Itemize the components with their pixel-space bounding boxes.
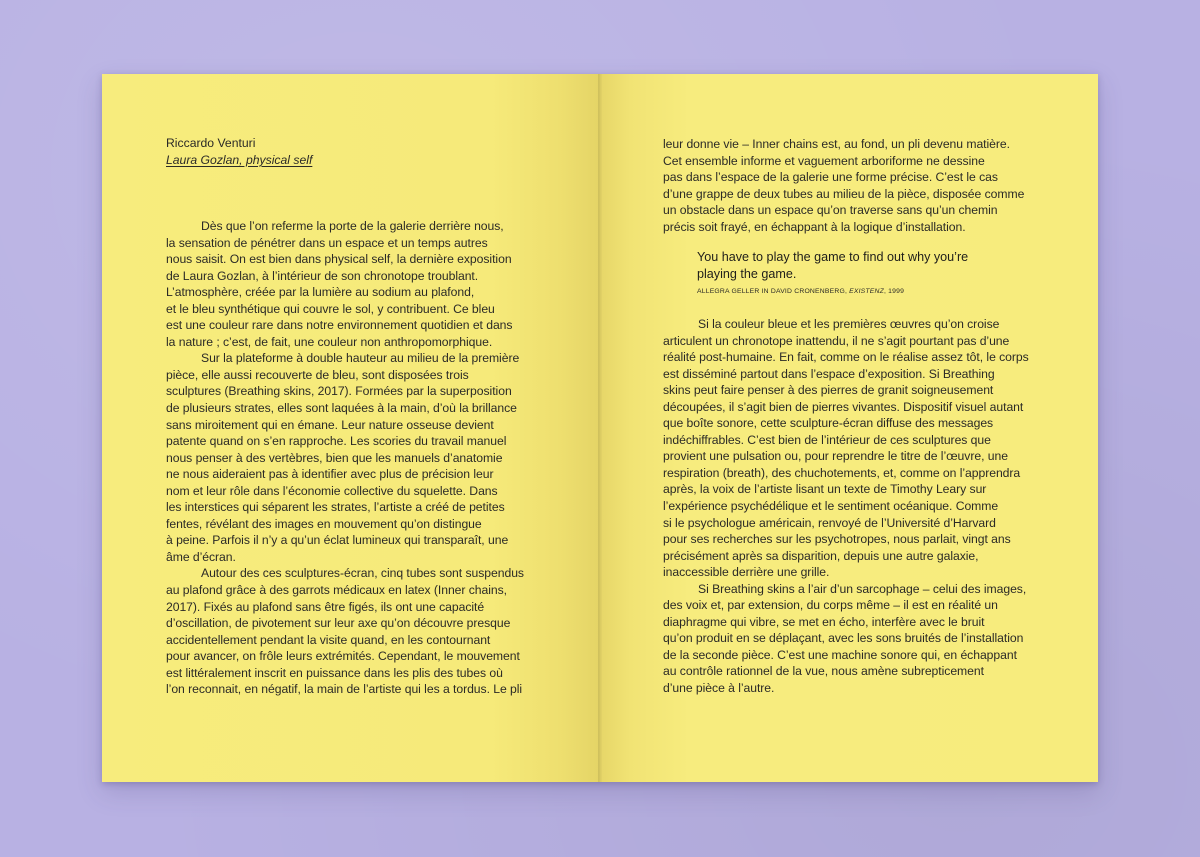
text-line: à peine. Parfois il n’y a qu’un éclat lumineux qui transparaît, une bbox=[166, 533, 509, 548]
text-line: un obstacle dans un espace qu’on traverse sans qu’un chemin bbox=[663, 203, 998, 218]
text-line: sculptures (Breathing skins, 2017). Formées par la superposition bbox=[166, 384, 512, 399]
text-line: de la seconde pièce. C’est une machine sonore qui, en échappant bbox=[663, 647, 1017, 662]
text-line: sans miroitement qui en émane. Leur nature osseuse devient bbox=[166, 417, 494, 432]
text-line: d’une grappe de deux tubes au milieu de la pièce, disposée comme bbox=[663, 186, 1025, 201]
text-line: au plafond grâce à des garrots médicaux en latex (Inner chains, bbox=[166, 583, 508, 598]
right-body-text bbox=[663, 316, 1063, 697]
text-line: pour avancer, on frôle leurs extrémités. Cependant, le mouvement bbox=[166, 649, 520, 664]
text-line: que boîte sonore, cette sculpture-écran diffuse des messages bbox=[663, 416, 994, 431]
text-line: précisément après sa disparition, depuis une autre galaxie, bbox=[663, 548, 979, 563]
text-line: respiration (breath), des chuchotements, et, comme on l’apprendra bbox=[663, 465, 1021, 480]
text-line: est littéralement inscrit en puissance dans les plis des tubes où bbox=[166, 665, 503, 680]
text-line: au contrôle rationnel de la vue, nous amène subrepticement bbox=[663, 664, 984, 679]
quote-line: playing the game. bbox=[697, 267, 797, 281]
text-line: de Laura Gozlan, à l’intérieur de son chronotope troublant. bbox=[166, 268, 479, 283]
text-line: Si la couleur bleue et les premières œuvres qu’on croise bbox=[698, 317, 1000, 331]
text-line: pour ses recherches sur les psychotropes, nous parlait, vingt ans bbox=[663, 532, 1011, 547]
right-top-text bbox=[663, 136, 1063, 235]
text-line: âme d’écran. bbox=[166, 549, 236, 564]
text-line: provient une pulsation ou, pour reprendre le titre de l’œuvre, une bbox=[663, 449, 1008, 464]
text-line: d’une pièce à l’autre. bbox=[663, 681, 775, 696]
article-header bbox=[166, 135, 312, 169]
quote-source-suffix: , 1999 bbox=[883, 288, 905, 295]
text-line: précis soit frayé, en échappant à la logique d’installation. bbox=[663, 219, 966, 234]
text-line: d’oscillation, de pivotement sur leur axe qu’on découvre presque bbox=[166, 616, 511, 631]
text-line: 2017). Fixés au plafond sans être figés, ils ont une capacité bbox=[166, 599, 485, 614]
text-line: et le bleu synthétique qui couvre le sol, y contribuent. Ce bleu bbox=[166, 301, 495, 316]
right-page bbox=[600, 74, 1098, 782]
text-line: nom et leur rôle dans l’économie collective du squelette. Dans bbox=[166, 483, 498, 498]
left-page bbox=[102, 74, 600, 782]
text-line: L’atmosphère, créée par la lumière au sodium au plafond, bbox=[166, 285, 475, 300]
text-line: la nature ; c’est, de fait, une couleur non anthropomorphique. bbox=[166, 334, 493, 349]
text-line: articulent un chronotope inattendu, il ne s’agit pourtant pas d’une bbox=[663, 333, 1010, 348]
text-line: patente quand on s’en rapproche. Les scories du travail manuel bbox=[166, 434, 507, 449]
quote-source-prefix: ALLEGRA GELLER IN DAVID CRONENBERG, bbox=[697, 288, 850, 295]
text-line: pièce, elle aussi recouverte de bleu, sont disposées trois bbox=[166, 367, 469, 382]
text-line: l’on reconnait, en négatif, la main de l’artiste qui les a tordus. Le pli bbox=[166, 682, 523, 697]
quote-line: You have to play the game to find out why you’re bbox=[697, 250, 969, 264]
quote-text bbox=[697, 249, 1027, 283]
article-title: Laura Gozlan, physical self bbox=[166, 153, 313, 167]
text-line: Cet ensemble informe et vaguement arboriforme ne dessine bbox=[663, 153, 985, 168]
author-name: Riccardo Venturi bbox=[166, 136, 256, 150]
text-line: Si Breathing skins a l’air d’un sarcophage – celui des images, bbox=[698, 581, 1027, 596]
text-line: nous penser à des vertèbres, bien que les manuels d’anatomie bbox=[166, 450, 503, 465]
text-line: skins peut faire penser à des pierres de granit soigneusement bbox=[663, 383, 994, 398]
quote-source-work: EXISTENZ bbox=[849, 288, 884, 295]
text-line: qu’on produit en se déplaçant, avec les sons bruités de l’installation bbox=[663, 631, 1024, 646]
text-line: inaccessible derrière une grille. bbox=[663, 565, 830, 580]
text-line: après, la voix de l’artiste lisant un texte de Timothy Leary sur bbox=[663, 482, 987, 497]
booklet-spine bbox=[598, 74, 602, 782]
text-line: de plusieurs strates, elles sont laquées à la main, d’où la brillance bbox=[166, 401, 517, 416]
quote-source bbox=[697, 287, 1027, 296]
epigraph-quote bbox=[697, 249, 1027, 296]
text-line: est une couleur rare dans notre environnement quotidien et dans bbox=[166, 318, 513, 333]
text-line: diaphragme qui vibre, se met en écho, interfère avec le bruit bbox=[663, 614, 985, 629]
text-line: si le psychologue américain, renvoyé de l’Université d’Harvard bbox=[663, 515, 996, 530]
text-line: ne nous aideraient pas à identifier avec plus de précision leur bbox=[166, 467, 494, 482]
text-line: les interstices qui séparent les strates, l’artiste a créé de petites bbox=[166, 500, 505, 515]
text-line: Autour des ces sculptures-écran, cinq tubes sont suspendus bbox=[201, 566, 524, 581]
text-line: découpées, il s’agit bien de pierres vivantes. Dispositif visuel autant bbox=[663, 399, 1024, 414]
text-line: indéchiffrables. C’est bien de l’intérieur de ces sculptures que bbox=[663, 432, 991, 447]
text-line: pas dans l’espace de la galerie une forme précise. C’est le cas bbox=[663, 170, 998, 185]
text-line: Sur la plateforme à double hauteur au milieu de la première bbox=[201, 351, 520, 366]
text-line: la sensation de pénétrer dans un espace et un temps autres bbox=[166, 235, 488, 250]
text-line: est disséminé partout dans l’espace d’exposition. Si Breathing bbox=[663, 366, 995, 381]
text-line: Dès que l’on referme la porte de la galerie derrière nous, bbox=[201, 219, 504, 233]
left-body-text bbox=[166, 218, 566, 698]
text-line: réalité post-humaine. En fait, comme on le réalise assez tôt, le corps bbox=[663, 350, 1029, 365]
text-line: l’expérience psychédélique et le sentiment océanique. Comme bbox=[663, 499, 999, 514]
text-line: nous saisit. On est bien dans physical self, la dernière exposition bbox=[166, 252, 512, 267]
text-line: fentes, révélant des images en mouvement qu’on distingue bbox=[166, 516, 482, 531]
text-line: des voix et, par extension, du corps même – il est en réalité un bbox=[663, 598, 998, 613]
text-line: leur donne vie – Inner chains est, au fond, un pli devenu matière. bbox=[663, 137, 1010, 151]
text-line: accidentellement pendant la visite quand, en les contournant bbox=[166, 632, 491, 647]
open-booklet bbox=[102, 74, 1098, 782]
